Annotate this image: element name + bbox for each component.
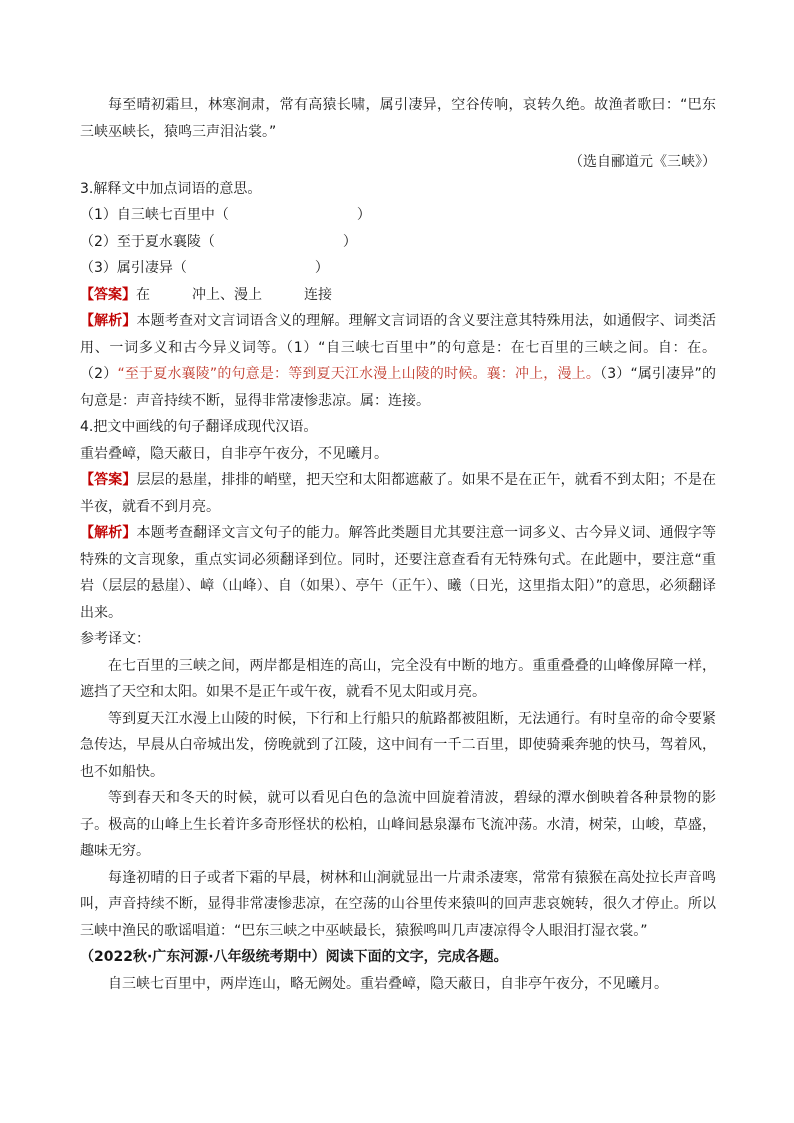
reference-paragraph-4: 每逢初晴的日子或者下霜的早晨，树林和山涧就显出一片肃杀凄寒，常常有猿猴在高处拉长声音鸣叫，声音持续不断，显得非常凄惨悲凉，在空荡的山谷里传来猿叫的回声悲哀婉转，很久才停止。所以三峡中渔民的歌谣唱道：“巴东三峡之中巫峡最长，猿猴鸣叫几声凄凉得令人眼泪打湿衣裳。”: [80, 869, 716, 939]
reference-label: 参考译文：: [80, 631, 150, 647]
q3-answer-b: 冲上、漫上: [192, 286, 262, 303]
q3-item-2-text: （2）至于夏水襄陵（: [80, 233, 215, 250]
q4-analysis: [80, 520, 716, 626]
q4-answer-text: 层层的悬崖，排排的峭壁，把天空和太阳都遮蔽了。如果不是在正午，就看不到太阳；不是在半夜，就看不到月亮。: [80, 472, 716, 515]
passage-paragraph: 每至晴初霜旦，林寒涧肃，常有高猿长啸，属引凄异，空谷传响，哀转久绝。故渔者歌曰：“巴东三峡巫峡长，猿鸣三声泪沾裳。”: [80, 97, 716, 140]
analysis-tag: 【解析】: [80, 313, 137, 329]
analysis-tag: 【解析】: [80, 525, 137, 541]
q3-stem: 3.解释文中加点词语的意思。: [80, 180, 262, 197]
q3-item-1: [80, 202, 716, 229]
q4-sentence: 重岩叠嶂，隐天蔽日，自非亭午夜分，不见曦月。: [80, 445, 388, 462]
answer-tag: 【答案】: [80, 286, 136, 303]
next-question-header: （2022秋·广东河源·八年级统考期中）阅读下面的文字，完成各题。: [80, 949, 508, 965]
q4-analysis-text: 本题考查翻译文言文句子的能力。解答此类题目尤其要注意一词多义、古今异义词、通假字等特殊的文言现象，重点实词必须翻译到位。同时，还要注意查看有无特殊句式。在此题中，要注意“重岩（层层的悬崖）、嶂（山峰）、自（如果）、亭午（正午）、曦（日光，这里指太阳）”的意思，必须翻译出来。: [80, 525, 716, 621]
q3-item-1-text: （1）自三峡七百里中（: [80, 207, 229, 223]
reference-paragraph-2: 等到夏天江水漫上山陵的时候，下行和上行船只的航路都被阻断，无法通行。有时皇帝的命令要紧急传达，早晨从白帝城出发，傍晚就到了江陵，这中间有一千二百里，即使骑乘奔驰的快马，驾着风，也不如船快。: [80, 710, 716, 780]
next-passage-paragraph: 自三峡七百里中，两岸连山，略无阙处。重岩叠嶂，隐天蔽日，自非亭午夜分，不见曦月。: [108, 975, 668, 992]
q3-answer-a: 在: [136, 286, 150, 303]
q3-answer: [80, 282, 716, 309]
q3-analysis-part2: （3）“属引凄异”的句意是：声音持续不断，显得非常凄惨悲凉。属：连接。: [80, 366, 716, 409]
q4-stem: 4.把文中画线的句子翻译成现代汉语。: [80, 419, 318, 435]
q3-item-2: [80, 229, 716, 256]
q3-item-2-close: ）: [342, 233, 357, 250]
q3-item-1-close: ）: [356, 207, 371, 223]
q4-answer: [80, 467, 716, 520]
document-page: [80, 92, 716, 997]
reference-paragraph-3: 等到春天和冬天的时候，就可以看见白色的急流中回旋着清波，碧绿的潭水倒映着各种景物的影子。极高的山峰上生长着许多奇形怪状的松柏，山峰间悬泉瀑布飞流冲荡。水清，树荣，山峻，草盛，趣味无穷。: [80, 790, 716, 859]
reference-paragraph-1: 在七百里的三峡之间，两岸都是相连的高山，完全没有中断的地方。重重叠叠的山峰像屏障一样，遮挡了天空和太阳。如果不是正午或午夜，就看不见太阳或月亮。: [80, 657, 716, 700]
answer-tag: 【答案】: [80, 472, 137, 488]
q3-item-3-close: ）: [314, 260, 329, 276]
q3-analysis-red: “至于夏水襄陵”的句意是：等到夏天江水漫上山陵的时候。襄：冲上，漫上。: [117, 366, 601, 382]
q3-analysis: [80, 308, 716, 414]
q3-analysis-part1: 本题考查对文言词语含义的理解。理解文言词语的含义要注意其特殊用法，如通假字、词类活用、一词多义和古今异义词等。（1）“自三峡七百里中”的句意是：在七百里的三峡之间。自：在。（2）: [80, 313, 716, 382]
q3-item-3-text: （3）属引凄异（: [80, 260, 187, 276]
passage-source: （选自郦道元《三峡》）: [569, 154, 716, 170]
q3-answer-c: 连接: [304, 286, 332, 303]
q3-item-3: [80, 255, 716, 282]
